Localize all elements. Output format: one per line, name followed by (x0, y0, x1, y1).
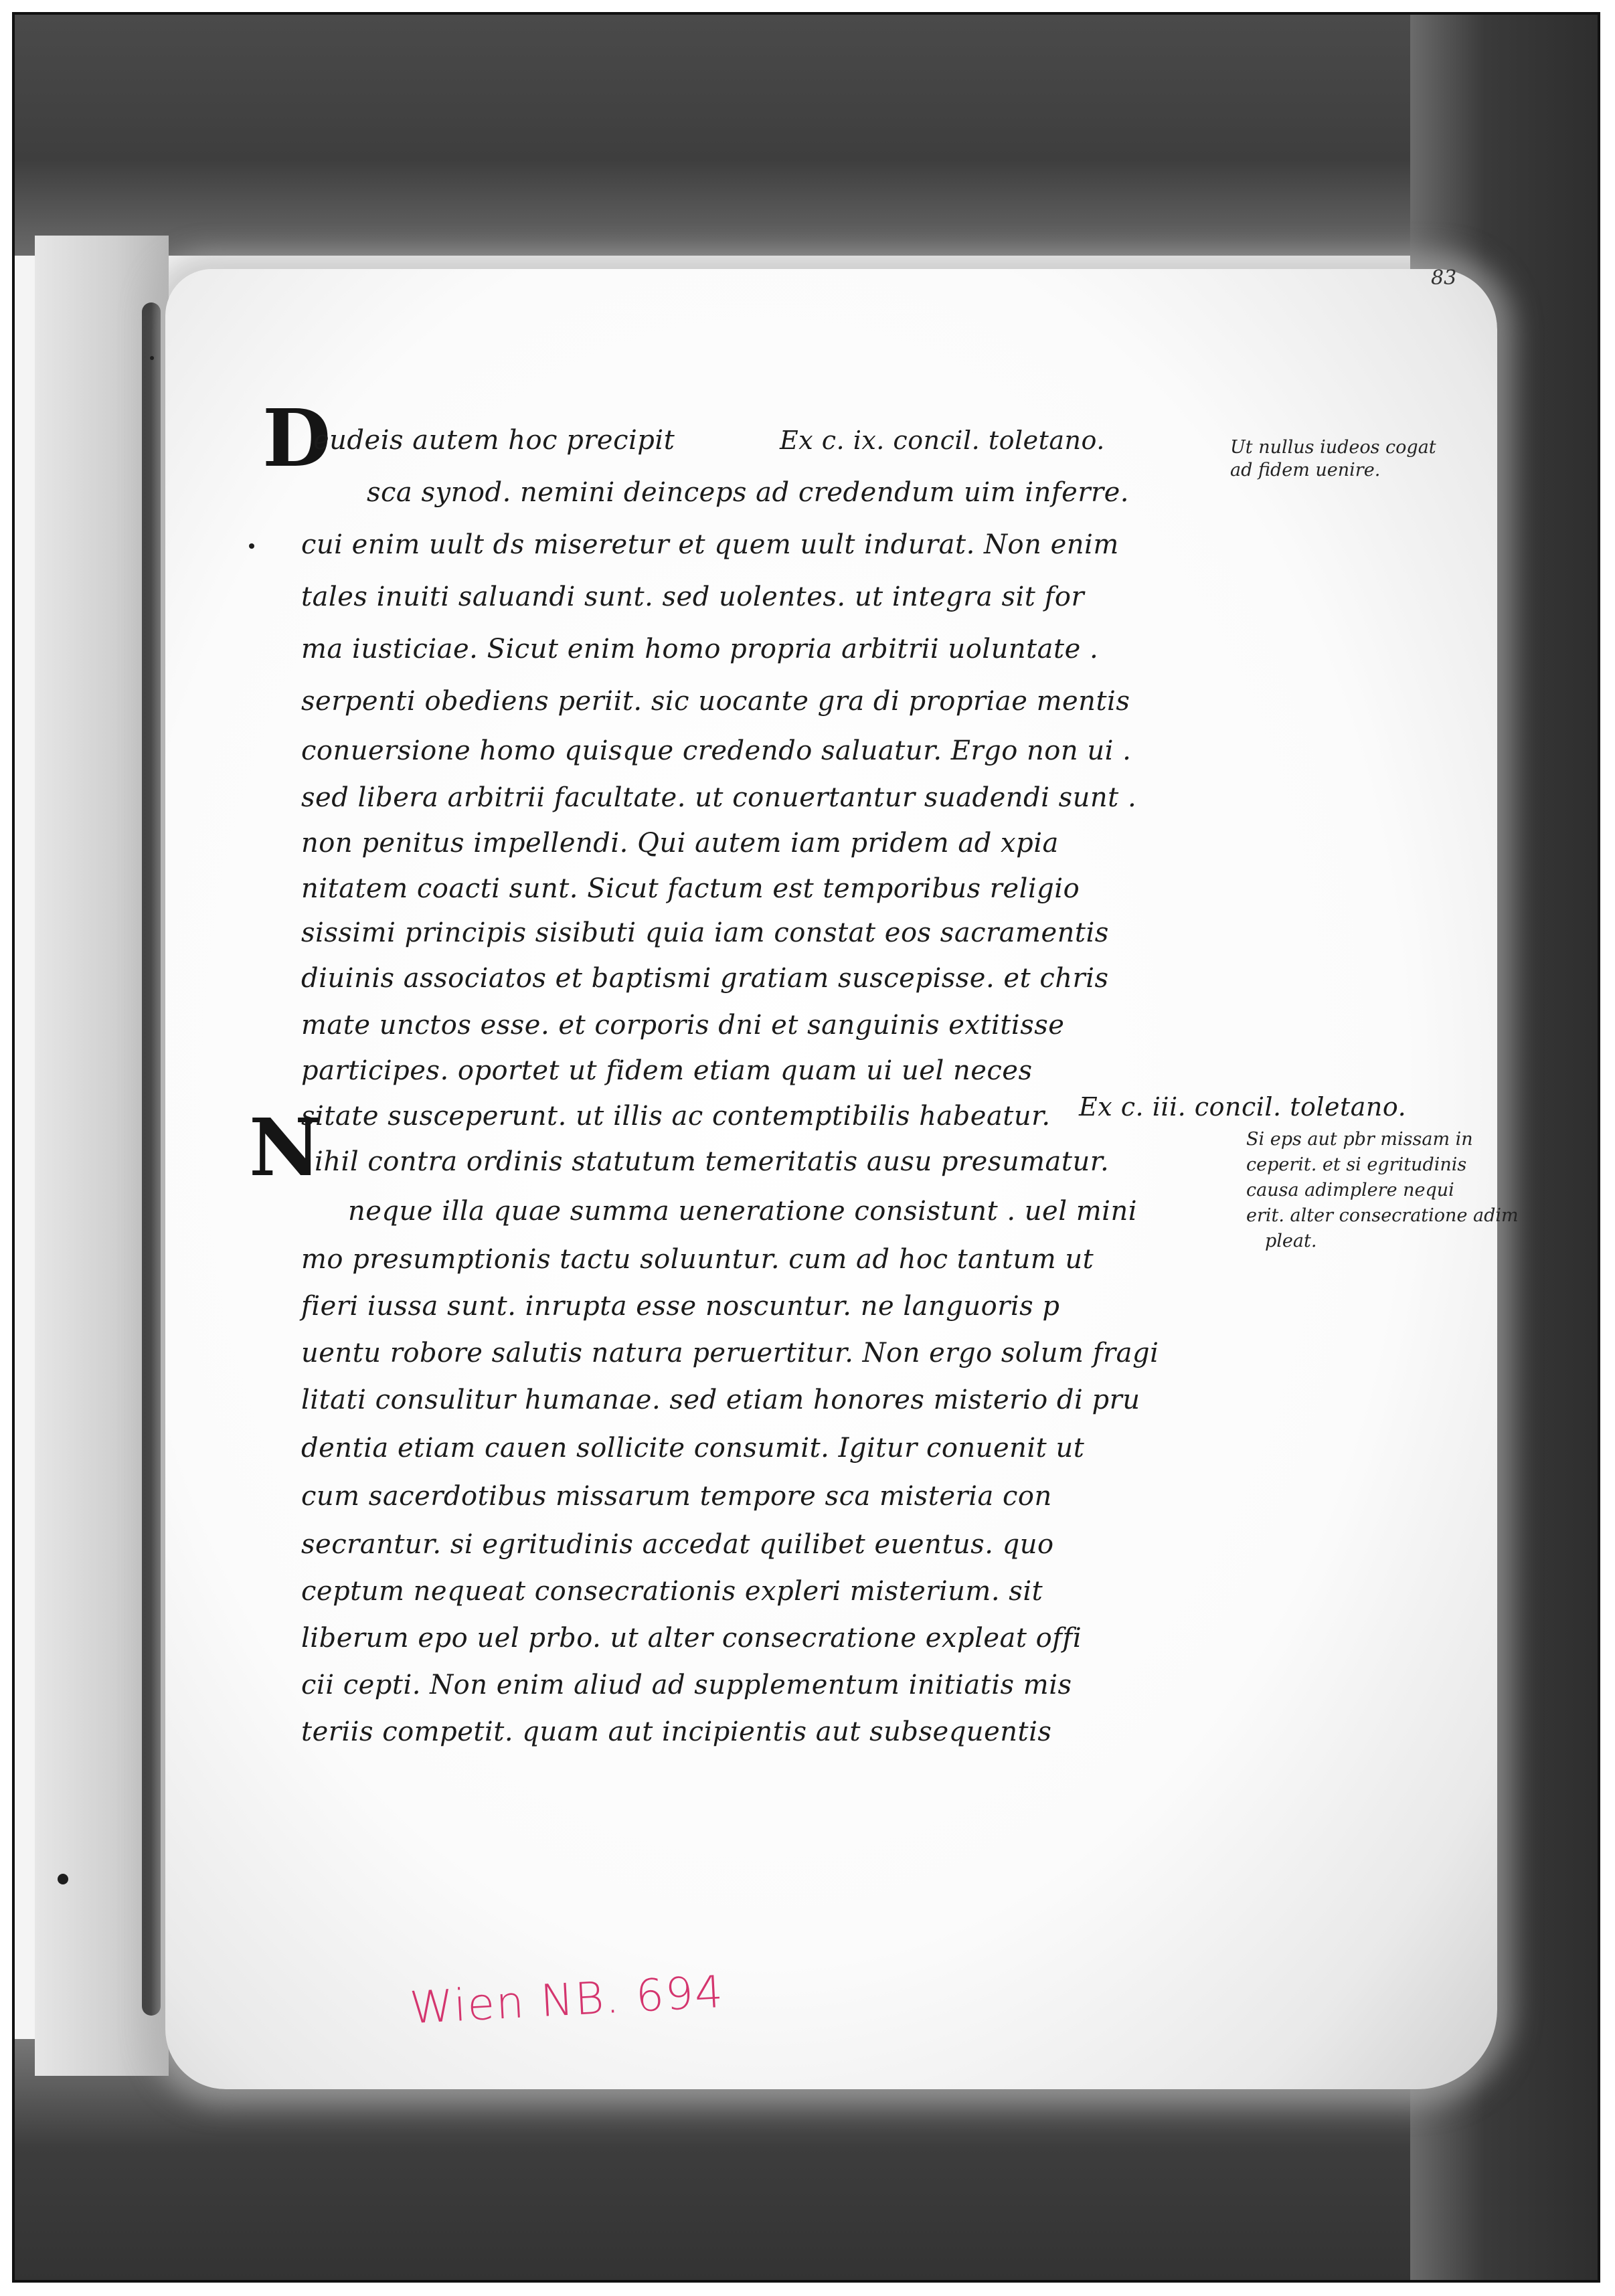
text-line: dentia etiam cauen sollicite consumit. Igitur conuenit ut (301, 1433, 1085, 1464)
text-line: fieri iussa sunt. inrupta esse noscuntur. ne languoris p (301, 1291, 1060, 1322)
gloss-line: erit. alter consecratione adim (1246, 1205, 1519, 1226)
gloss-line: ad fidem uenire. (1230, 460, 1381, 480)
rubric: Ex c. iii. concil. toletano. (1079, 1092, 1407, 1122)
text-line: sitate susceperunt. ut illis ac contemptibilis habeatur. (301, 1101, 1051, 1132)
text-line: tales inuiti saluandi sunt. sed uolentes. ut integra sit for (301, 582, 1085, 612)
initial-capital-d: D (262, 391, 331, 484)
text-line: diuinis associatos et baptismi gratiam suscepisse. et chris (301, 963, 1109, 994)
text-line: neque illa quae summa ueneratione consistunt . uel mini (348, 1196, 1138, 1227)
ink-dot (150, 356, 154, 360)
text-line: sca synod. nemini deinceps ad credendum uim inferre. (367, 477, 1129, 508)
rubric: Ex c. ix. concil. toletano. (780, 426, 1105, 455)
text-line: ihil contra ordinis statutum temeritatis ausu presumatur. (315, 1146, 1110, 1177)
text-line: cum sacerdotibus missarum tempore sca misteria con (301, 1481, 1052, 1512)
text-line: mo presumptionis tactu soluuntur. cum ad hoc tantum ut (301, 1244, 1094, 1275)
ink-dot (58, 1874, 68, 1884)
library-shelfmark: Wien NB. 694 (408, 1965, 726, 2034)
text-line: cii cepti. Non enim aliud ad supplementum initiatis mis (301, 1670, 1072, 1700)
text-line: non penitus impellendi. Qui autem iam pridem ad xpia (301, 828, 1059, 859)
initial-capital-n: N (249, 1101, 321, 1194)
text-line: sissimi principis sisibuti quia iam constat eos sacramentis (301, 917, 1109, 948)
text-line: sed libera arbitrii facultate. ut conuertantur suadendi sunt . (301, 782, 1137, 813)
binding-gutter (142, 302, 161, 2016)
text-line: teriis competit. quam aut incipientis aut subsequentis (301, 1716, 1052, 1747)
scan-shadow-top (15, 15, 1600, 256)
folio-number: 83 (1431, 266, 1457, 290)
gloss-line: causa adimplere nequi (1246, 1180, 1454, 1201)
text-line: nitatem coacti sunt. Sicut factum est temporibus religio (301, 873, 1080, 904)
gloss-line: ceperit. et si egritudinis (1246, 1154, 1467, 1175)
text-line: litati consulitur humanae. sed etiam honores misterio di pru (301, 1385, 1140, 1415)
text-line: eudeis autem hoc precipit (313, 425, 675, 456)
text-line: conuersione homo quisque credendo saluatur. Ergo non ui . (301, 735, 1132, 766)
gloss-line: pleat. (1265, 1231, 1317, 1251)
text-line: secrantur. si egritudinis accedat quilibet euentus. quo (301, 1529, 1054, 1560)
ink-dot (249, 543, 254, 549)
text-line: mate unctos esse. et corporis dni et sanguinis extitisse (301, 1010, 1065, 1041)
text-line: ceptum nequeat consecrationis expleri misterium. sit (301, 1576, 1043, 1607)
text-line: liberum epo uel prbo. ut alter consecratione expleat offi (301, 1623, 1082, 1654)
text-line: serpenti obediens periit. sic uocante gra di propriae mentis (301, 686, 1130, 717)
text-line: participes. oportet ut fidem etiam quam ui uel neces (301, 1055, 1033, 1086)
gloss-line: Ut nullus iudeos cogat (1230, 437, 1436, 458)
text-line: cui enim uult ds miseretur et quem uult indurat. Non enim (301, 529, 1119, 560)
gloss-line: Si eps aut pbr missam in (1246, 1129, 1473, 1150)
text-line: ma iusticiae. Sicut enim homo propria arbitrii uoluntate . (301, 634, 1099, 665)
text-line: uentu robore salutis natura peruertitur. Non ergo solum fragi (301, 1338, 1159, 1368)
